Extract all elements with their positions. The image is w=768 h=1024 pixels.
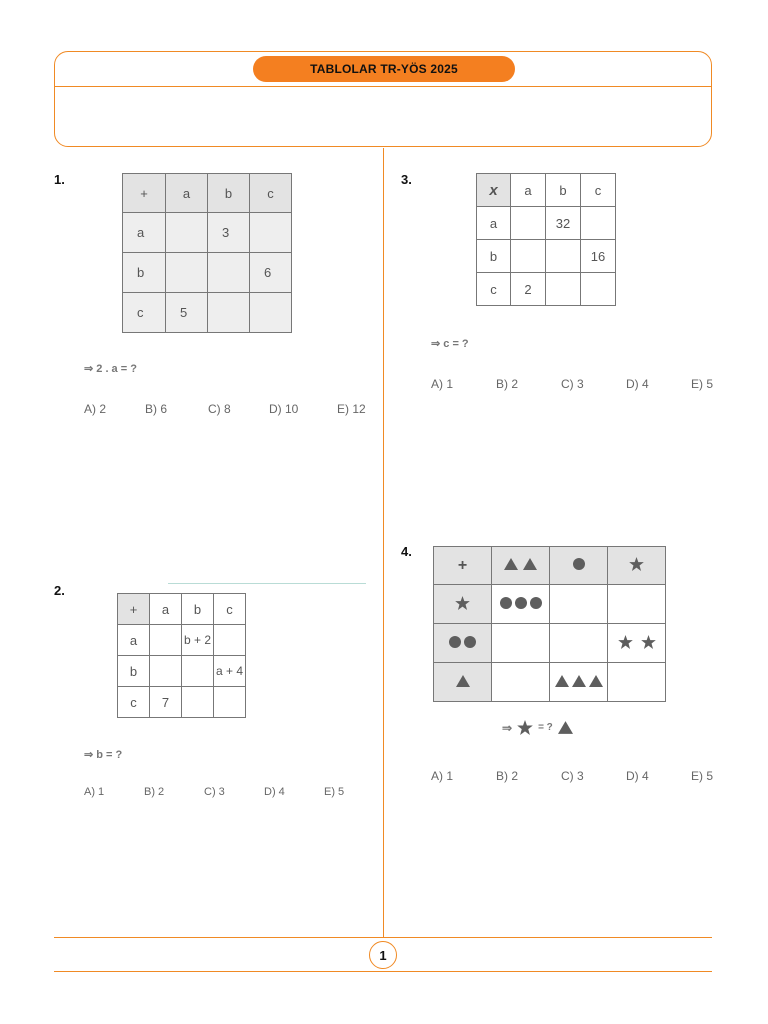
row-header: a xyxy=(118,625,150,656)
question-4-choices xyxy=(431,769,713,783)
choice-a[interactable]: A) 1 xyxy=(84,786,105,798)
col-header: c xyxy=(581,174,616,207)
row-header: b xyxy=(118,656,150,687)
triangle-icon xyxy=(558,721,573,734)
footer-top-rule xyxy=(54,937,712,938)
table-cell xyxy=(581,207,616,240)
col-header: b xyxy=(546,174,581,207)
choice-a[interactable]: A) 1 xyxy=(431,377,454,391)
table-cell xyxy=(581,273,616,306)
choice-c[interactable]: C) 3 xyxy=(204,786,225,798)
choice-b[interactable]: B) 2 xyxy=(496,769,519,783)
table-cell: a + 4 xyxy=(214,656,246,687)
choice-e[interactable]: E) 5 xyxy=(691,769,714,783)
table-cell xyxy=(150,656,182,687)
table-cell xyxy=(166,213,208,253)
table-cell: 5 xyxy=(166,293,208,333)
choice-a[interactable]: A) 1 xyxy=(431,769,454,783)
question-1-table xyxy=(122,173,292,333)
table-cell xyxy=(208,253,250,293)
table-cell xyxy=(214,687,246,718)
row-header: b xyxy=(123,253,166,293)
row-header: a xyxy=(477,207,511,240)
col-header: a xyxy=(511,174,546,207)
circle-icon-group xyxy=(449,636,476,648)
question-2-table xyxy=(117,593,246,718)
implies-symbol: ⇒ xyxy=(502,720,513,735)
col-header: c xyxy=(214,594,246,625)
table-cell xyxy=(550,624,608,663)
table-cell: 6 xyxy=(250,253,292,293)
table-cell xyxy=(150,625,182,656)
choice-e[interactable]: E) 5 xyxy=(324,786,345,798)
row-header: b xyxy=(477,240,511,273)
col-header: c xyxy=(250,174,292,213)
equals-question: = ? xyxy=(538,722,553,733)
table-cell xyxy=(250,213,292,253)
decorative-line xyxy=(168,583,366,584)
choice-e[interactable]: E) 5 xyxy=(691,377,714,391)
circle-icon xyxy=(449,636,461,648)
star-icon xyxy=(455,596,470,610)
question-4-table xyxy=(433,546,666,702)
question-4-number: 4. xyxy=(401,544,412,559)
table-cell: 7 xyxy=(150,687,182,718)
table-cell-three-circles xyxy=(492,585,550,624)
triangle-icon xyxy=(589,675,603,687)
col-header: b xyxy=(182,594,214,625)
triangle-icon xyxy=(456,675,470,687)
choice-b[interactable]: B) 2 xyxy=(144,786,165,798)
question-1-choices xyxy=(84,402,366,416)
triangle-icon xyxy=(572,675,586,687)
row-header: c xyxy=(123,293,166,333)
choice-d[interactable]: D) 4 xyxy=(626,377,649,391)
question-3-choices xyxy=(431,377,713,391)
page-title: TABLOLAR TR-YÖS 2025 xyxy=(253,56,515,82)
table-cell xyxy=(182,687,214,718)
circle-icon-group xyxy=(500,597,542,609)
triangle-icon-group xyxy=(504,558,537,570)
table-operator: + xyxy=(434,547,492,585)
row-header: c xyxy=(477,273,511,306)
star-icon xyxy=(618,635,633,649)
table-cell xyxy=(546,273,581,306)
table-cell: 16 xyxy=(581,240,616,273)
question-4-prompt xyxy=(502,720,573,735)
triangle-icon-group xyxy=(555,675,603,687)
column-divider xyxy=(383,148,384,938)
col-header-star xyxy=(608,547,666,585)
col-header: b xyxy=(208,174,250,213)
col-header-circle xyxy=(550,547,608,585)
col-header-two-triangles xyxy=(492,547,550,585)
question-3-table xyxy=(476,173,616,306)
circle-icon xyxy=(515,597,527,609)
question-2-prompt: ⇒ b = ? xyxy=(84,749,123,761)
table-cell xyxy=(608,663,666,702)
triangle-icon xyxy=(523,558,537,570)
choice-c[interactable]: C) 3 xyxy=(561,377,584,391)
table-cell: 3 xyxy=(208,213,250,253)
triangle-icon xyxy=(504,558,518,570)
choice-a[interactable]: A) 2 xyxy=(84,402,107,416)
header-box xyxy=(54,51,712,147)
choice-d[interactable]: D) 4 xyxy=(264,786,285,798)
table-cell xyxy=(250,293,292,333)
table-cell xyxy=(492,663,550,702)
circle-icon xyxy=(573,558,585,570)
table-cell xyxy=(550,585,608,624)
choice-e[interactable]: E) 12 xyxy=(337,402,366,416)
table-operator: + xyxy=(123,174,166,213)
question-1-number: 1. xyxy=(54,172,65,187)
choice-c[interactable]: C) 3 xyxy=(561,769,584,783)
choice-d[interactable]: D) 10 xyxy=(269,402,299,416)
table-cell xyxy=(546,240,581,273)
col-header: a xyxy=(166,174,208,213)
table-cell xyxy=(608,585,666,624)
star-icon xyxy=(641,635,656,649)
choice-d[interactable]: D) 4 xyxy=(626,769,649,783)
row-header-two-circles xyxy=(434,624,492,663)
table-cell-three-triangles xyxy=(550,663,608,702)
table-cell xyxy=(182,656,214,687)
table-operator: x xyxy=(477,174,511,207)
row-header-triangle xyxy=(434,663,492,702)
circle-icon xyxy=(500,597,512,609)
question-1-prompt: ⇒ 2 . a = ? xyxy=(84,363,137,375)
table-cell: 32 xyxy=(546,207,581,240)
circle-icon xyxy=(464,636,476,648)
row-header: a xyxy=(123,213,166,253)
choice-b[interactable]: B) 2 xyxy=(496,377,519,391)
col-header: a xyxy=(150,594,182,625)
table-cell xyxy=(208,293,250,333)
table-cell xyxy=(492,624,550,663)
table-operator: + xyxy=(118,594,150,625)
table-cell xyxy=(511,207,546,240)
table-cell xyxy=(511,240,546,273)
choice-b[interactable]: B) 6 xyxy=(145,402,168,416)
choice-c[interactable]: C) 8 xyxy=(208,402,231,416)
question-2-choices xyxy=(84,786,344,798)
question-3-number: 3. xyxy=(401,172,412,187)
row-header: c xyxy=(118,687,150,718)
table-cell xyxy=(166,253,208,293)
circle-icon xyxy=(530,597,542,609)
table-cell: 2 xyxy=(511,273,546,306)
page-number: 1 xyxy=(369,941,397,969)
question-2-number: 2. xyxy=(54,583,65,598)
star-icon xyxy=(517,720,533,735)
question-3-prompt: ⇒ c = ? xyxy=(431,338,469,350)
star-icon-group xyxy=(618,635,656,649)
table-cell: b + 2 xyxy=(182,625,214,656)
header-divider xyxy=(55,86,711,87)
star-icon xyxy=(629,557,644,571)
footer-bottom-rule xyxy=(54,971,712,972)
triangle-icon xyxy=(555,675,569,687)
table-cell xyxy=(214,625,246,656)
row-header-star xyxy=(434,585,492,624)
table-cell-two-stars xyxy=(608,624,666,663)
